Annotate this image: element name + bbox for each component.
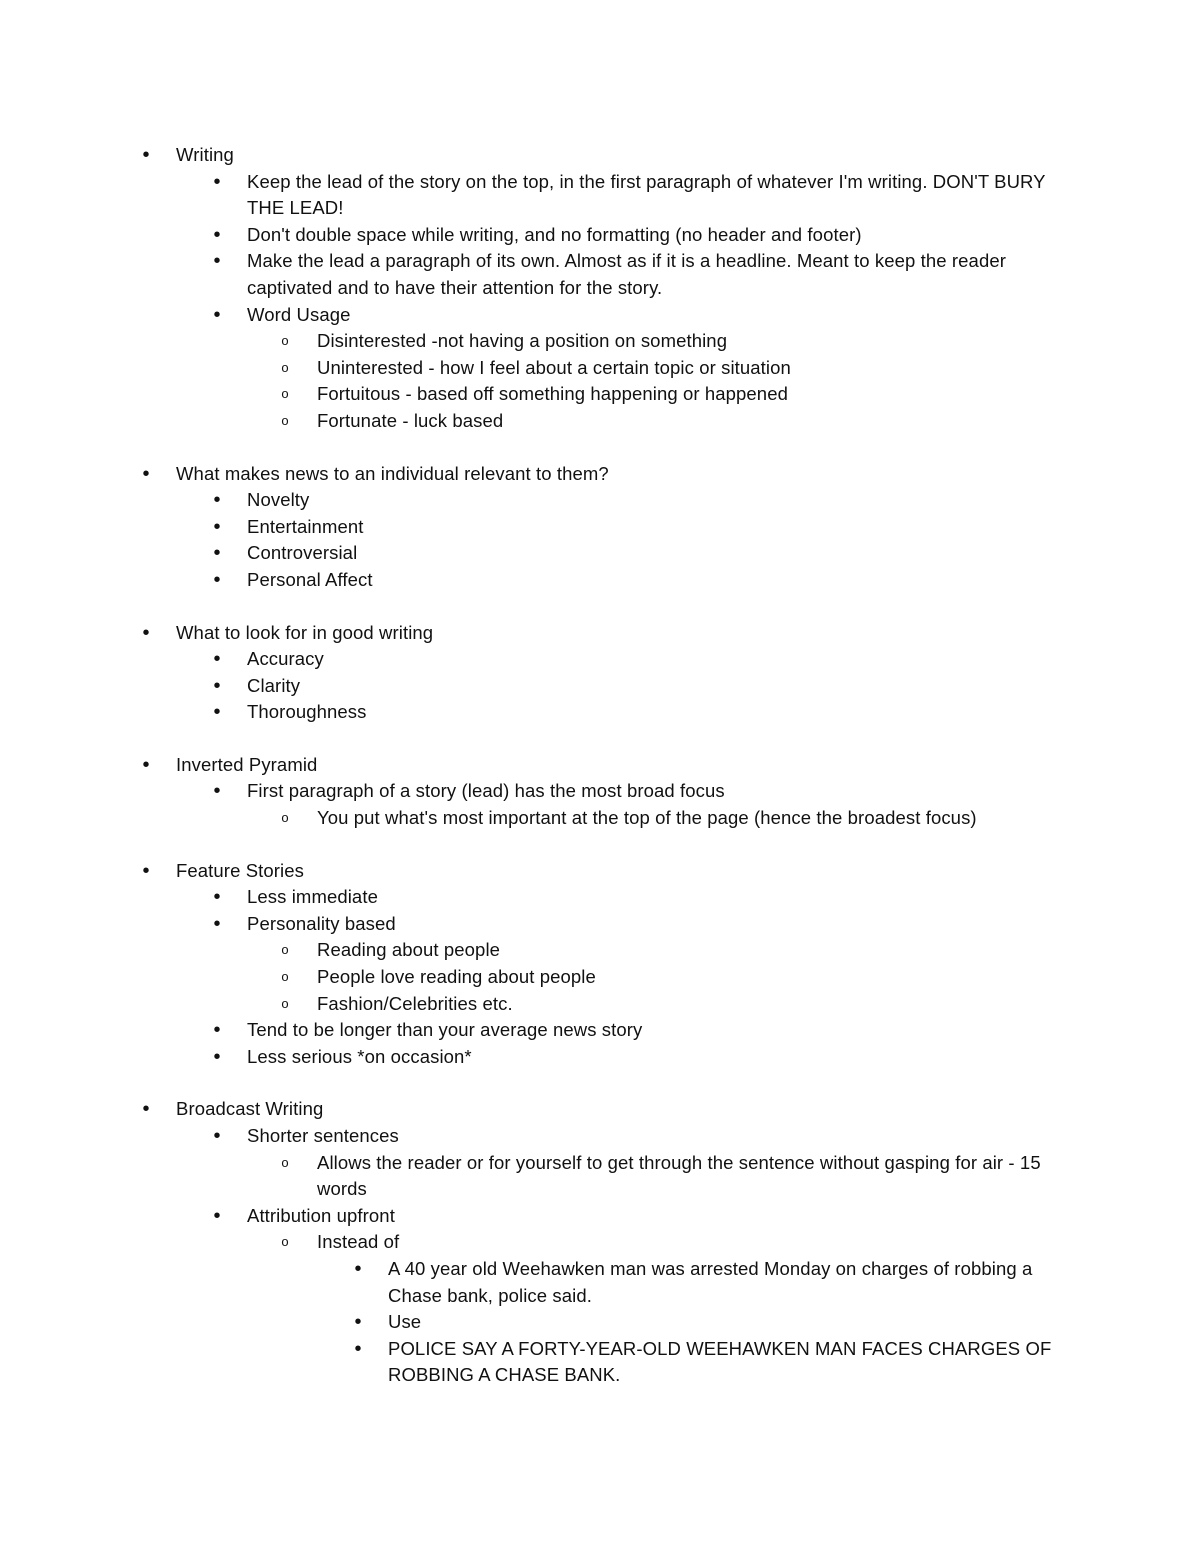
- example-item: [0, 1256, 1058, 1309]
- list-item-text: Less immediate: [247, 886, 378, 908]
- bullet-icon: •: [213, 568, 221, 591]
- example-item-text: POLICE SAY A FORTY-YEAR-OLD WEEHAWKEN MAN FACES CHARGES OF ROBBING A CHASE BANK.: [388, 1337, 1052, 1386]
- section-gap: [0, 1070, 1200, 1096]
- sub-list-item: [0, 355, 1057, 382]
- bullet-icon: •: [142, 462, 150, 485]
- bullet-icon: •: [213, 250, 221, 273]
- circle-bullet-icon: o: [281, 969, 289, 985]
- bullet-icon: •: [213, 1125, 221, 1147]
- bullet-icon: •: [213, 223, 221, 246]
- section-heading-text: Feature Stories: [176, 859, 304, 881]
- bullet-icon: •: [354, 1311, 362, 1334]
- section-heading-text: What to look for in good writing: [176, 621, 434, 643]
- sub-list-item: [0, 1229, 1057, 1256]
- list-item-text: Controversial: [247, 542, 358, 564]
- circle-bullet-icon: o: [281, 1154, 289, 1170]
- sub-list-item-text: You put what's most important at the top of the page (hence the broadest focus): [317, 807, 977, 829]
- list-item-text: First paragraph of a story (lead) has the most broad focus: [247, 780, 725, 802]
- list-item: [0, 778, 1057, 805]
- list-item: [0, 911, 1057, 938]
- circle-bullet-icon: o: [281, 359, 289, 375]
- circle-bullet-icon: o: [281, 942, 289, 958]
- list-item: [0, 884, 1057, 911]
- list-item: [0, 1044, 1057, 1071]
- list-item: [0, 540, 1057, 567]
- list-item-text: Less serious *on occasion*: [247, 1045, 472, 1067]
- sub-list-item-text: Fashion/Celebrities etc.: [317, 992, 513, 1014]
- bullet-icon: •: [142, 1098, 150, 1121]
- section-heading-text: Inverted Pyramid: [176, 753, 318, 775]
- list-item-text: Personality based: [247, 912, 396, 934]
- section-heading-feature-stories: [0, 858, 1056, 885]
- section-heading-relevance: [0, 461, 1056, 488]
- list-item: [0, 487, 1057, 514]
- sub-list-item: [0, 937, 1057, 964]
- example-item-text: Use: [388, 1311, 422, 1333]
- circle-bullet-icon: o: [281, 386, 289, 402]
- list-item: [0, 673, 1057, 700]
- sub-list-item-text: Allows the reader or for yourself to get through the sentence without gasping for air - 15 words: [317, 1151, 1041, 1200]
- list-item-text: Attribution upfront: [247, 1204, 395, 1226]
- list-item: [0, 646, 1057, 673]
- bullet-icon: •: [213, 303, 221, 326]
- bullet-icon: •: [213, 912, 221, 935]
- section-heading-text: What makes news to an individual relevant to them?: [176, 462, 609, 484]
- list-item: [0, 1203, 1057, 1230]
- bullet-icon: •: [213, 886, 221, 909]
- sub-list-item-text: Reading about people: [317, 939, 501, 961]
- circle-bullet-icon: o: [281, 333, 289, 349]
- section-gap: [0, 726, 1200, 752]
- list-item: [0, 302, 1057, 329]
- list-item: [0, 699, 1057, 726]
- list-item: [0, 1123, 1057, 1150]
- list-item: [0, 567, 1057, 594]
- list-item: [0, 222, 1057, 249]
- bullet-icon: •: [213, 515, 221, 538]
- list-item-text: Don't double space while writing, and no formatting (no header and footer): [247, 223, 862, 245]
- sub-list-item: [0, 1150, 1057, 1203]
- list-item-text: Accuracy: [247, 648, 324, 670]
- sub-list-item-text: Disinterested -not having a position on something: [317, 330, 728, 352]
- bullet-icon: •: [142, 859, 150, 882]
- section-gap: [0, 435, 1200, 461]
- bullet-icon: •: [213, 780, 221, 803]
- section-heading-good-writing: [0, 620, 1056, 647]
- list-item-text: Novelty: [247, 489, 310, 511]
- circle-bullet-icon: o: [281, 412, 289, 428]
- list-item-text: Thoroughness: [247, 701, 367, 723]
- bullet-icon: •: [213, 1019, 221, 1042]
- sub-list-item-text: Fortuitous - based off something happening or happened: [317, 383, 788, 405]
- circle-bullet-icon: o: [281, 995, 289, 1011]
- circle-bullet-icon: o: [281, 1234, 289, 1250]
- section-gap: [0, 594, 1200, 620]
- section-heading-text: Writing: [176, 144, 234, 165]
- bullet-icon: •: [213, 170, 221, 193]
- bullet-icon: •: [213, 489, 221, 512]
- example-item: [0, 1336, 1058, 1389]
- section-heading-writing: [0, 142, 1056, 169]
- circle-bullet-icon: o: [281, 810, 289, 826]
- list-item-text: Make the lead a paragraph of its own. Almost as if it is a headline. Meant to keep the reader captivated and to have their attention for the story.: [247, 250, 1006, 298]
- list-item: [0, 169, 1057, 222]
- section-heading-broadcast-writing: [0, 1096, 1056, 1123]
- sub-list-item: [0, 381, 1057, 408]
- list-item-text: Keep the lead of the story on the top, in the first paragraph of whatever I'm writing. DON'T BURY THE LEAD!: [247, 170, 1046, 219]
- bullet-icon: •: [213, 674, 221, 697]
- notes-outline: [0, 142, 1200, 1389]
- list-item: [0, 514, 1057, 541]
- sub-list-item-text: Fortunate - luck based: [317, 409, 504, 431]
- bullet-icon: •: [142, 753, 150, 776]
- bullet-icon: •: [142, 144, 150, 166]
- bullet-icon: •: [142, 621, 150, 644]
- bullet-icon: •: [213, 1045, 221, 1068]
- bullet-icon: •: [213, 542, 221, 565]
- sub-list-item-text: Uninterested - how I feel about a certain topic or situation: [317, 356, 791, 378]
- example-item-text: A 40 year old Weehawken man was arrested Monday on charges of robbing a Chase bank, police said.: [388, 1257, 1033, 1306]
- list-item-text: Clarity: [247, 674, 301, 696]
- sub-list-item: [0, 991, 1057, 1018]
- bullet-icon: •: [213, 701, 221, 724]
- list-item-text: Tend to be longer than your average news story: [247, 1019, 643, 1041]
- sub-list-item-text: Instead of: [317, 1231, 400, 1253]
- sub-list-item: [0, 408, 1057, 435]
- bullet-icon: •: [354, 1337, 362, 1360]
- sub-list-item: [0, 328, 1057, 355]
- sub-list-item-text: People love reading about people: [317, 966, 596, 988]
- list-item-text: Personal Affect: [247, 568, 373, 590]
- section-heading-text: Broadcast Writing: [176, 1098, 324, 1120]
- list-item-text: Word Usage: [247, 303, 351, 325]
- list-item: [0, 1017, 1057, 1044]
- list-item: [0, 248, 1057, 301]
- example-item: [0, 1309, 1058, 1336]
- list-item-text: Entertainment: [247, 515, 364, 537]
- section-heading-inverted-pyramid: [0, 752, 1056, 779]
- bullet-icon: •: [213, 1204, 221, 1227]
- section-gap: [0, 832, 1200, 858]
- list-item-text: Shorter sentences: [247, 1125, 399, 1146]
- sub-list-item: [0, 964, 1057, 991]
- bullet-icon: •: [213, 648, 221, 671]
- bullet-icon: •: [354, 1257, 362, 1280]
- sub-list-item: [0, 805, 1057, 832]
